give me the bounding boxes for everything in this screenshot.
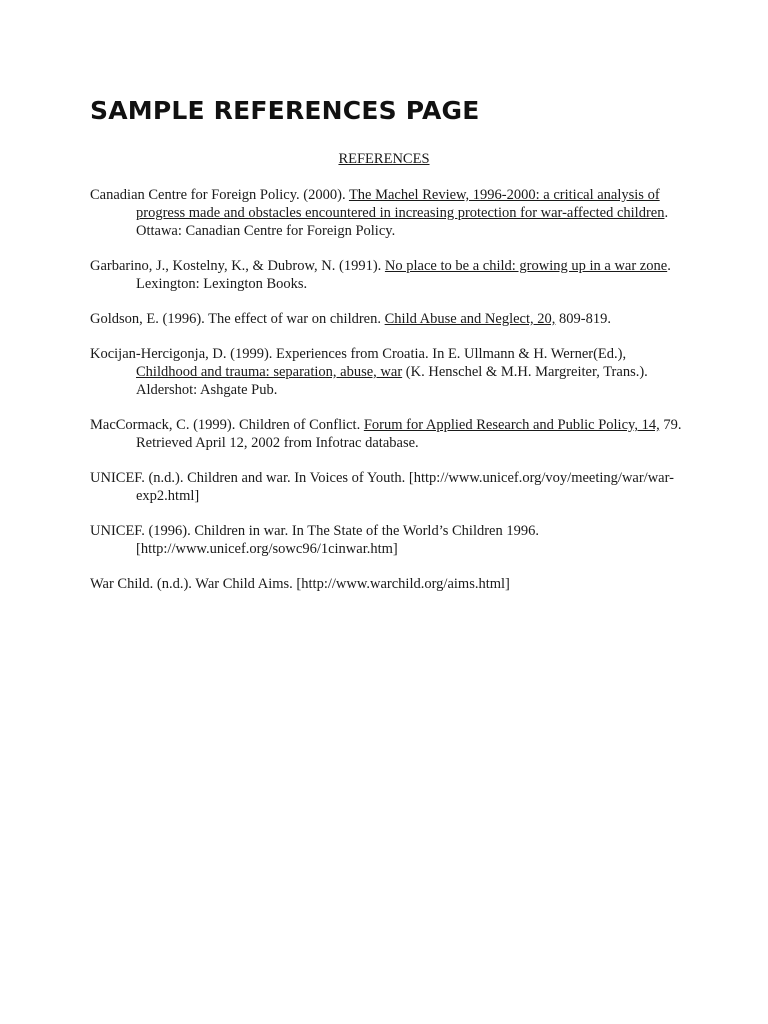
reference-author-date: War Child. (n.d.). War Child Aims. [http://www.warchild.org/aims.html] (90, 576, 510, 592)
reference-publication: 809-819. (555, 311, 611, 327)
reference-author-date: Goldson, E. (1996). The effect of war on children. (90, 311, 385, 327)
reference-url: [http://www.unicef.org/voy/meeting/war/war-exp2.html] (136, 470, 674, 504)
reference-entry (90, 186, 690, 240)
reference-publication: 79. Retrieved April 12, 2002 from Infotrac database. (136, 417, 682, 451)
reference-author-date: Canadian Centre for Foreign Policy. (2000). (90, 187, 349, 203)
reference-publication: . Lexington: Lexington Books. (136, 258, 671, 292)
reference-url: [http://www.unicef.org/sowc96/1cinwar.htm] (136, 541, 398, 557)
references-title: REFERENCES (338, 151, 430, 167)
reference-entry (90, 575, 690, 593)
reference-author-date: MacCormack, C. (1999). Children of Conflict. (90, 417, 364, 433)
reference-title: Childhood and trauma: separation, abuse, war (136, 364, 403, 380)
reference-entry (90, 416, 690, 452)
reference-title: Forum for Applied Research and Public Policy, 14, (363, 417, 660, 433)
reference-title: The Machel Review, 1996-2000: a critical analysis of progress made and obstacles encountered in increasing protection for war-affected children (136, 187, 665, 221)
reference-author-date: UNICEF. (n.d.). Children and war. In Voices of Youth. (90, 470, 406, 486)
reference-entry (90, 469, 690, 505)
reference-author-date: Kocijan-Hercigonja, D. (1999). Experiences from Croatia. In E. Ullmann & H. Werner(Ed.), (90, 346, 627, 362)
reference-author-date: UNICEF. (1996). Children in war. In The State of the World’s Children 1996. (90, 523, 539, 539)
reference-author-date: Garbarino, J., Kostelny, K., & Dubrow, N. (1991). (90, 258, 385, 274)
reference-list (90, 186, 690, 610)
reference-entry (90, 345, 690, 399)
reference-entry (90, 310, 690, 328)
reference-title: Child Abuse and Neglect, 20, (384, 311, 556, 327)
reference-publication: (K. Henschel & M.H. Margreiter, Trans.). Aldershot: Ashgate Pub. (136, 364, 648, 398)
reference-entry (90, 257, 690, 293)
reference-entry (90, 522, 690, 558)
reference-title: No place to be a child: growing up in a war zone (384, 258, 668, 274)
page-heading: SAMPLE REFERENCES PAGE (90, 96, 480, 125)
reference-publication: . Ottawa: Canadian Centre for Foreign Policy. (136, 205, 669, 239)
